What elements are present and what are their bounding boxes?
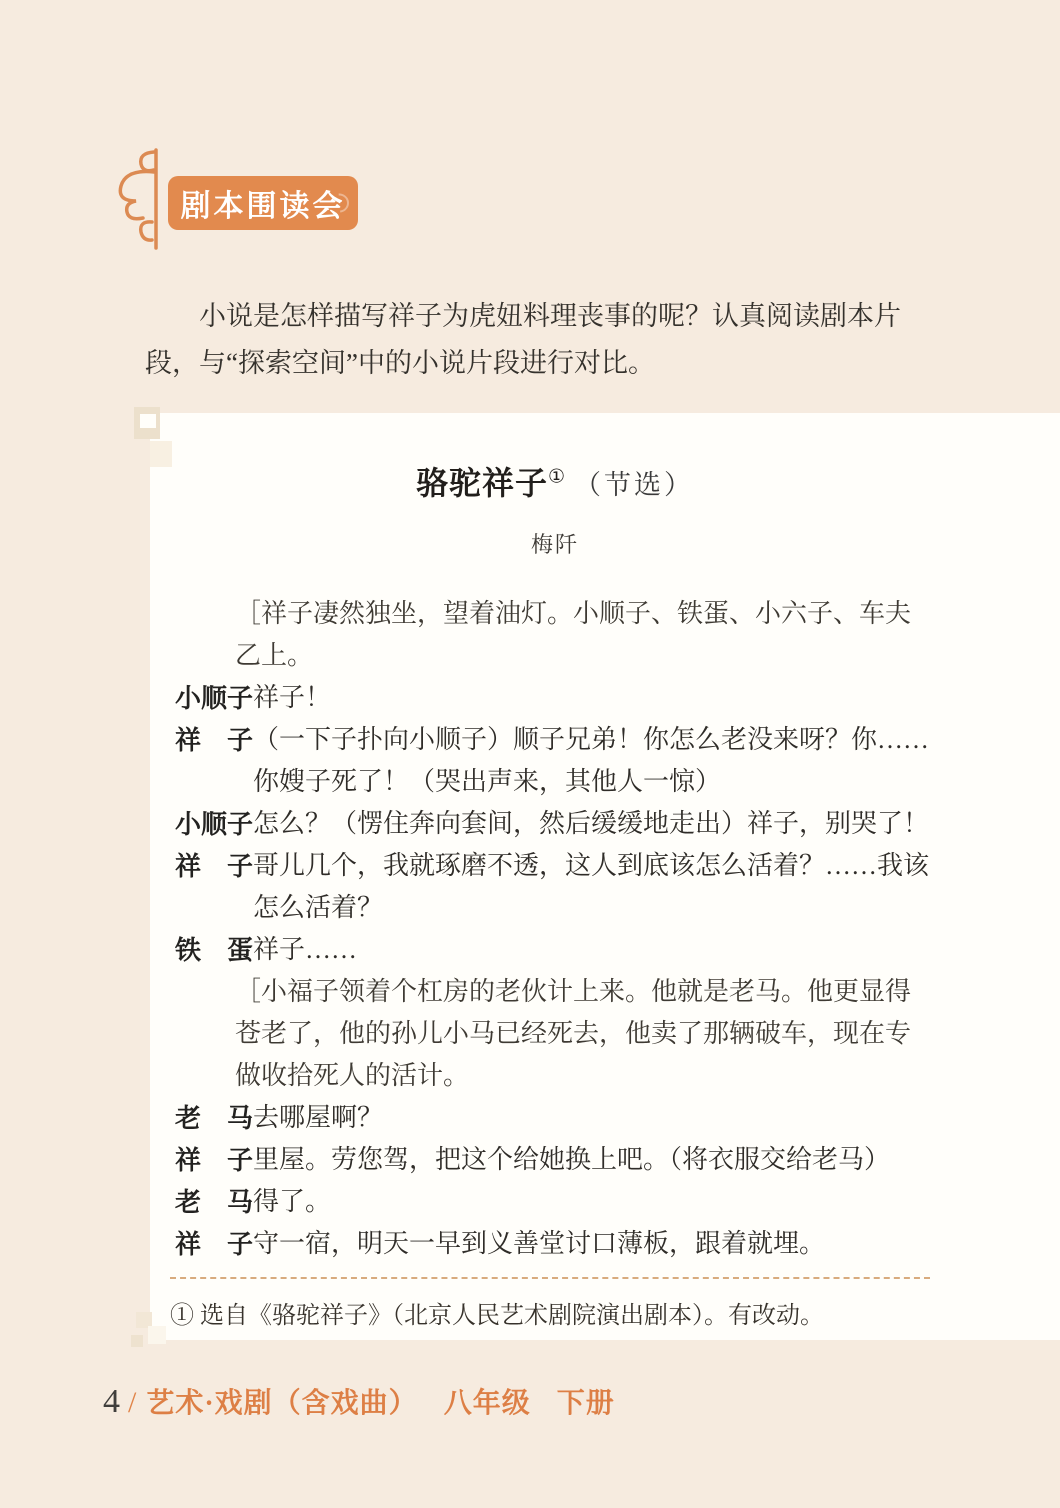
page-footer: [103, 1381, 615, 1421]
title-subtitle: （节选）: [574, 470, 695, 500]
dialogue-row: [175, 719, 935, 803]
speaker-name: 老 马: [175, 1103, 254, 1133]
dialogue-row: [175, 845, 935, 929]
section-badge: [168, 176, 358, 230]
dialogue-row: [175, 1097, 935, 1139]
script-title-text: 骆驼祥子: [415, 465, 548, 501]
title-footnote-ref: ①: [547, 466, 567, 488]
dialogue-row: [175, 1139, 935, 1181]
corner-ornament: [148, 1326, 166, 1344]
speaker-name: 祥 子: [175, 1229, 254, 1259]
stage-direction: ［祥子凄然独坐，望着油灯。小顺子、铁蛋、小六子、车夫乙上。: [235, 599, 912, 670]
author-name: 梅阡: [530, 532, 579, 557]
dialogue-row: [175, 1223, 935, 1265]
script-body: [175, 593, 935, 1265]
dialogue-text: 祥子！: [253, 683, 332, 712]
dialogue-row: [175, 803, 935, 845]
dialogue-row: [175, 929, 935, 971]
speaker-name: 老 马: [175, 1187, 254, 1217]
corner-ornament: [150, 441, 172, 467]
cloud-ornament-icon: [110, 146, 176, 259]
stage-direction: ［小福子领着个杠房的老伙计上来。他就是老马。他更显得苍老了，他的孙儿小马已经死去，他卖了那辆破车，现在专做收拾死人的活计。: [235, 977, 912, 1090]
corner-ornament: [140, 414, 156, 428]
dialogue-text: 怎么？（愣住奔向套间，然后缓缓地走出）祥子，别哭了！: [253, 809, 930, 838]
speaker-name: 祥 子: [175, 725, 254, 755]
footnote: ① 选自《骆驼祥子》（北京人民艺术剧院演出剧本）。有改动。: [170, 1277, 930, 1330]
dialogue-text: （一下子扑向小顺子）顺子兄弟！你怎么老没来呀？你……你嫂子死了！（哭出声来，其他人一惊）: [253, 725, 930, 796]
script-card: [150, 413, 1060, 1340]
speaker-name: 铁 蛋: [175, 935, 254, 965]
script-title: [175, 458, 935, 504]
speaker-name: 小顺子: [175, 683, 254, 713]
dialogue-text: 得了。: [253, 1187, 332, 1216]
dialogue-text: 哥儿几个，我就琢磨不透，这人到底该怎么活着？……我该怎么活着？: [253, 851, 930, 922]
volume-label: 下册: [556, 1388, 615, 1419]
dialogue-text: 里屋。劳您驾，把这个给她换上吧。（将衣服交给老马）: [253, 1145, 891, 1174]
dialogue-row: [175, 1181, 935, 1223]
speaker-name: 小顺子: [175, 809, 254, 839]
corner-ornament: [131, 1335, 143, 1347]
section-badge-label: 剧本围读会: [180, 190, 346, 223]
dialogue-text: 守一宿，明天一早到义善堂讨口薄板，跟着就埋。: [253, 1229, 826, 1258]
speaker-name: 祥 子: [175, 851, 254, 881]
book-title: 艺术·戏剧（含戏曲）: [146, 1388, 418, 1419]
speaker-name: 祥 子: [175, 1145, 254, 1175]
dialogue-row: [175, 677, 935, 719]
dialogue-text: 去哪屋啊？: [253, 1103, 384, 1132]
footer-separator: /: [128, 1386, 137, 1419]
grade-label: 八年级: [443, 1388, 531, 1419]
dialogue-text: 祥子……: [253, 935, 358, 964]
intro-paragraph: 小说是怎样描写祥子为虎妞料理丧事的呢？认真阅读剧本片段，与“探索空间”中的小说片段进行对比。: [145, 301, 901, 378]
page-number: 4: [103, 1383, 120, 1420]
